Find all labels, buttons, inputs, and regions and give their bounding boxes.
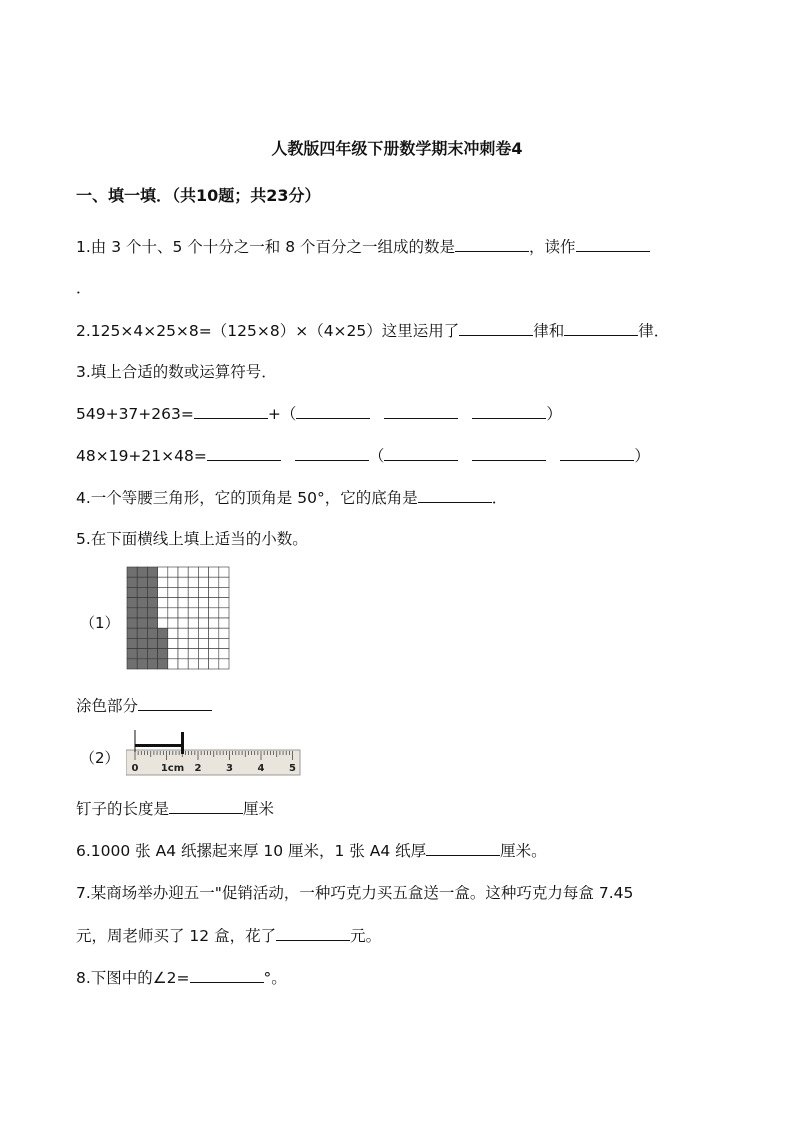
grid-cell: [168, 628, 178, 638]
grid-cell: [188, 628, 198, 638]
grid-cell: [178, 618, 188, 628]
grid-cell-shaded: [137, 598, 147, 608]
grid-cell: [178, 567, 188, 577]
grid-cell: [188, 598, 198, 608]
grid-cell: [219, 608, 229, 618]
grid-cell-shaded: [127, 598, 137, 608]
answer-blank[interactable]: [384, 445, 458, 461]
grid-cell: [219, 577, 229, 587]
question-3a: 549+37+263= +（ ）: [76, 405, 562, 423]
question-7-line1: 7.某商场举办迎五一"促销活动，一种巧克力买五盒送一盒。这种巧克力每盒 7.45: [76, 884, 634, 902]
ruler-tick-label: 3: [226, 763, 233, 774]
grid-cell-shaded: [137, 649, 147, 659]
grid-cell: [168, 567, 178, 577]
grid-cell-shaded: [127, 649, 137, 659]
answer-blank[interactable]: [459, 320, 533, 336]
answer-blank[interactable]: [576, 236, 650, 252]
nail-question: 钉子的长度是 厘米: [76, 800, 275, 818]
answer-blank[interactable]: [295, 445, 369, 461]
answer-blank[interactable]: [418, 487, 492, 503]
question-3b: 48×19+21×48= （ ）: [76, 447, 650, 465]
part-2-label: （2）: [80, 749, 120, 767]
grid-cell: [168, 587, 178, 597]
answer-blank[interactable]: [426, 840, 500, 856]
grid-cell: [198, 638, 208, 648]
answer-blank[interactable]: [296, 403, 370, 419]
grid-cell: [219, 628, 229, 638]
grid-cell-shaded: [147, 567, 157, 577]
grid-cell: [158, 567, 168, 577]
grid-cell-shaded: [127, 618, 137, 628]
grid-cell: [188, 618, 198, 628]
grid-cell: [209, 598, 219, 608]
part-1-label: （1）: [80, 614, 120, 632]
grid-cell: [168, 618, 178, 628]
question-8: 8.下图中的∠2= °。: [76, 969, 287, 987]
grid-cell: [168, 659, 178, 669]
grid-cell-shaded: [127, 608, 137, 618]
question-5: 5.在下面横线上填上适当的小数。: [76, 530, 308, 548]
grid-cell-shaded: [137, 587, 147, 597]
answer-blank[interactable]: [190, 967, 264, 983]
grid-cell-shaded: [147, 587, 157, 597]
question-1: 1.由 3 个十、5 个十分之一和 8 个百分之一组成的数是 ，读作: [76, 236, 650, 257]
grid-cell: [209, 608, 219, 618]
grid-cell: [188, 638, 198, 648]
grid-cell-shaded: [158, 649, 168, 659]
grid-cell-shaded: [137, 638, 147, 648]
grid-cell: [198, 618, 208, 628]
grid-cell: [188, 649, 198, 659]
grid-cell: [198, 598, 208, 608]
answer-blank[interactable]: [472, 445, 546, 461]
grid-cell: [178, 659, 188, 669]
question-2: 2.125×4×25×8=（125×8）×（4×25）这里运用了 律和 律．: [76, 322, 670, 340]
grid-cell: [158, 618, 168, 628]
grid-cell: [219, 598, 229, 608]
hundred-grid: [126, 566, 230, 672]
grid-cell: [188, 587, 198, 597]
grid-cell: [178, 638, 188, 648]
grid-cell: [209, 649, 219, 659]
grid-cell: [178, 598, 188, 608]
answer-blank[interactable]: [472, 403, 546, 419]
grid-cell-shaded: [147, 638, 157, 648]
grid-cell-shaded: [137, 659, 147, 669]
grid-cell-shaded: [147, 649, 157, 659]
answer-blank[interactable]: [169, 798, 243, 814]
section-heading: 一、填一填．（共10题；共23分）: [76, 186, 321, 205]
grid-cell: [168, 649, 178, 659]
grid-cell-shaded: [127, 567, 137, 577]
answer-blank[interactable]: [194, 403, 268, 419]
grid-cell: [209, 587, 219, 597]
grid-cell-shaded: [147, 577, 157, 587]
answer-blank[interactable]: [276, 925, 350, 941]
grid-cell: [158, 587, 168, 597]
ruler-tick-label: 5: [289, 763, 296, 774]
grid-cell-shaded: [147, 608, 157, 618]
grid-cell: [219, 567, 229, 577]
grid-cell-shaded: [127, 638, 137, 648]
question-4: 4.一个等腰三角形，它的顶角是 50°，它的底角是 ．: [76, 489, 508, 507]
grid-cell-shaded: [137, 608, 147, 618]
grid-cell: [209, 618, 219, 628]
grid-cell-shaded: [137, 628, 147, 638]
grid-cell-shaded: [147, 618, 157, 628]
grid-cell: [209, 659, 219, 669]
grid-cell-shaded: [127, 587, 137, 597]
grid-cell-shaded: [127, 659, 137, 669]
grid-cell-shaded: [137, 618, 147, 628]
grid-cell: [178, 608, 188, 618]
ruler-tick-label: 2: [194, 763, 202, 774]
answer-blank[interactable]: [455, 236, 529, 252]
grid-cell-shaded: [147, 659, 157, 669]
grid-cell: [198, 649, 208, 659]
grid-cell: [198, 567, 208, 577]
grid-cell: [188, 567, 198, 577]
grid-cell: [209, 577, 219, 587]
grid-cell-shaded: [127, 577, 137, 587]
question-6: 6.1000 张 A4 纸摞起来厚 10 厘米，1 张 A4 纸厚 厘米。: [76, 842, 547, 860]
answer-blank[interactable]: [384, 403, 458, 419]
grid-cell: [198, 608, 208, 618]
grid-cell: [178, 587, 188, 597]
grid-cell: [209, 638, 219, 648]
grid-cell: [219, 638, 229, 648]
grid-cell: [168, 638, 178, 648]
grid-cell: [209, 567, 219, 577]
grid-cell: [209, 628, 219, 638]
grid-cell: [188, 608, 198, 618]
question-1-end: ．: [76, 279, 92, 297]
grid-cell: [198, 577, 208, 587]
ruler-with-nail: [126, 726, 302, 778]
grid-cell: [219, 618, 229, 628]
grid-cell: [219, 587, 229, 597]
grid-cell: [178, 649, 188, 659]
grid-cell: [219, 649, 229, 659]
grid-cell-shaded: [137, 577, 147, 587]
grid-cell: [188, 659, 198, 669]
grid-cell: [219, 659, 229, 669]
question-3: 3.填上合适的数或运算符号．: [76, 363, 277, 381]
grid-cell: [158, 577, 168, 587]
shaded-part-question: 涂色部分: [76, 695, 212, 716]
grid-cell: [178, 628, 188, 638]
page-title: 人教版四年级下册数学期末冲刺卷4: [271, 139, 523, 158]
grid-cell: [168, 608, 178, 618]
answer-blank[interactable]: [138, 695, 212, 711]
grid-cell: [198, 628, 208, 638]
ruler-tick-label: 1cm: [160, 763, 185, 774]
grid-cell: [198, 587, 208, 597]
grid-cell-shaded: [158, 659, 168, 669]
grid-cell: [158, 598, 168, 608]
answer-blank[interactable]: [564, 320, 638, 336]
answer-blank[interactable]: [560, 445, 634, 461]
grid-cell: [188, 577, 198, 587]
grid-cell: [198, 659, 208, 669]
grid-cell-shaded: [147, 598, 157, 608]
ruler-tick-label: 4: [257, 763, 265, 774]
question-7-line2: 元，周老师买了 12 盒，花了 元。: [76, 927, 382, 945]
grid-cell-shaded: [147, 628, 157, 638]
ruler-tick-label: 0: [131, 763, 139, 774]
grid-cell: [178, 577, 188, 587]
grid-cell-shaded: [137, 567, 147, 577]
grid-cell: [158, 608, 168, 618]
grid-cell: [168, 577, 178, 587]
grid-cell-shaded: [158, 628, 168, 638]
grid-cell-shaded: [158, 638, 168, 648]
grid-cell-shaded: [127, 628, 137, 638]
grid-cell: [168, 598, 178, 608]
answer-blank[interactable]: [207, 445, 281, 461]
